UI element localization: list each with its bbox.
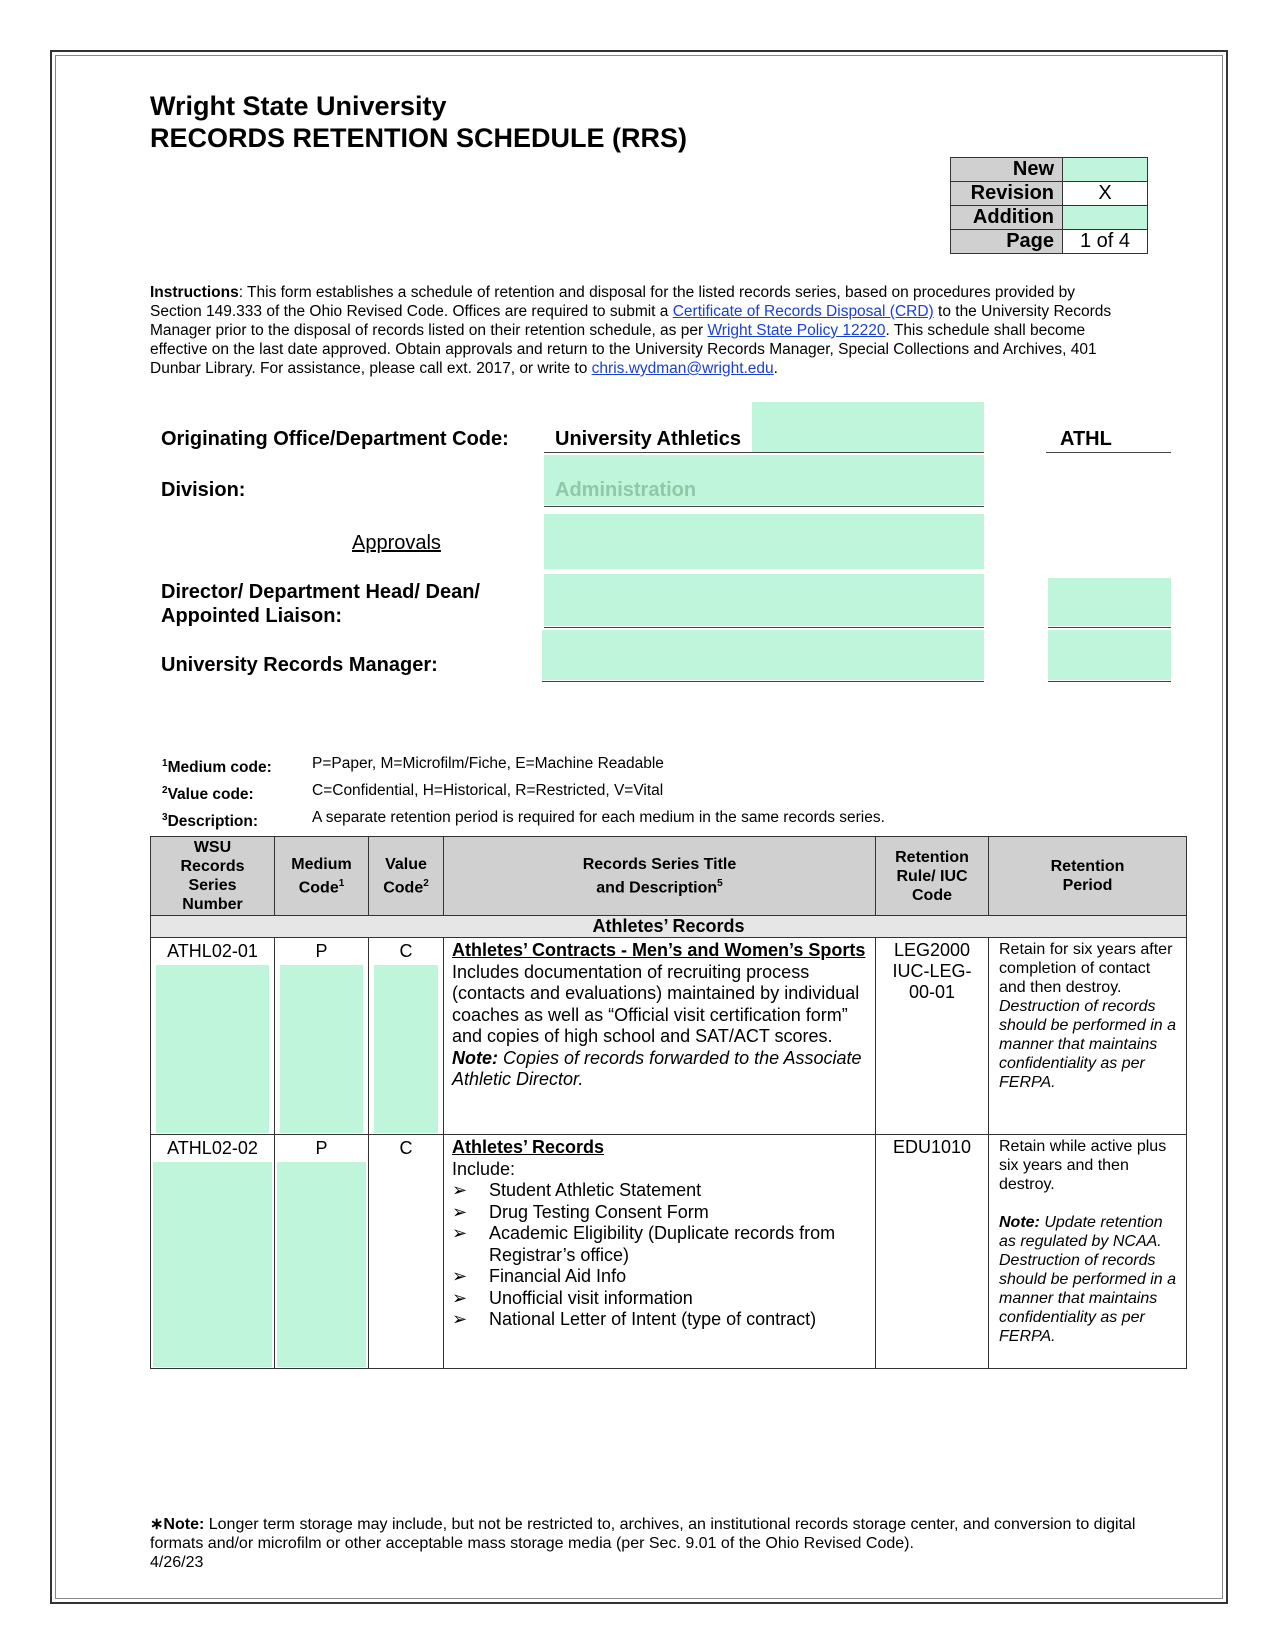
description-cell[interactable] xyxy=(444,938,876,1135)
series-number-cell[interactable] xyxy=(151,938,275,1135)
manager-signature-field[interactable] xyxy=(542,630,984,680)
bullet-arrow-icon: ➢ xyxy=(452,1180,468,1200)
legend-key: Medium code: xyxy=(167,759,272,777)
medium-code-cell[interactable] xyxy=(275,938,369,1135)
instructions-text-1: : This form establishes a schedule of retention and disposal for the listed records series, based on procedures provided by Section 149.333 of the Ohio Revised Code. Offices are required to submit a xyxy=(150,284,1076,320)
list-item: ➢ Unofficial visit information xyxy=(452,1287,693,1308)
manager-date-field[interactable] xyxy=(1048,630,1171,680)
manager-date-underline xyxy=(1048,681,1171,682)
footer-note xyxy=(150,1515,1150,1572)
retention-rule-cell[interactable] xyxy=(876,938,989,1135)
table-row xyxy=(151,1135,1187,1369)
page-label: Page xyxy=(951,230,1063,254)
value-code: C xyxy=(399,1138,413,1158)
include-label: Include: xyxy=(452,1158,516,1179)
retention-period-note: Destruction of records should be performed in a manner that maintains confidentiality as per FERPA. xyxy=(999,998,1176,1091)
new-field[interactable] xyxy=(1063,158,1148,182)
header-medium-code: Medium Code$^1$ xyxy=(275,837,369,916)
legend-value: A separate retention period is required for each medium in the same records series. xyxy=(312,809,885,827)
manager-label: University Records Manager: xyxy=(161,654,438,676)
code-underline xyxy=(1046,452,1171,453)
code-legend xyxy=(162,752,885,833)
director-label-line-1: Director/ Department Head/ Dean/ xyxy=(161,581,480,603)
university-name: Wright State University xyxy=(150,91,447,121)
division-value: Administration xyxy=(555,479,697,501)
director-underline xyxy=(544,627,984,628)
retention-period-cell[interactable] xyxy=(989,1135,1187,1369)
included-records-list xyxy=(452,1180,867,1331)
office-extra-field[interactable] xyxy=(752,402,984,452)
list-item: ➢ Student Athletic Statement xyxy=(452,1180,702,1200)
bullet-arrow-icon: ➢ xyxy=(452,1201,468,1222)
revision-label: Revision xyxy=(951,182,1063,206)
legend-row xyxy=(162,779,885,806)
office-label: Originating Office/Department Code: xyxy=(161,428,509,450)
medium-code-cell[interactable] xyxy=(275,1135,369,1369)
crd-link[interactable]: Certificate of Records Disposal (CRD) xyxy=(672,303,934,320)
email-link[interactable]: chris.wydman@wright.edu xyxy=(591,360,774,377)
note-label: Note: xyxy=(999,1214,1040,1231)
footer-note-label: ∗Note: xyxy=(150,1516,205,1533)
retention-rule: EDU1010 xyxy=(892,1137,972,1157)
section-title: Athletes’ Records xyxy=(151,916,1187,938)
director-label xyxy=(161,580,480,628)
page-number: 1 of 4 xyxy=(1063,230,1148,254)
value-code: C xyxy=(399,941,413,961)
bullet-arrow-icon: ➢ xyxy=(452,1309,468,1329)
list-item: ➢ Drug Testing Consent Form xyxy=(452,1201,709,1222)
instructions-text-3: . This schedule shall become effective on the last date approved. Obtain approvals and return to the University Records Manager, Special Collections and Archives, 401 Dunbar Library. For assistance, please call ext. 2017, or write to xyxy=(150,322,1097,377)
bullet-arrow-icon: ➢ xyxy=(452,1287,468,1308)
department-code[interactable]: ATHL xyxy=(1060,428,1112,450)
footer-date: 4/26/23 xyxy=(150,1554,204,1571)
bullet-arrow-icon: ➢ xyxy=(452,1266,468,1286)
director-date-underline xyxy=(1048,627,1171,628)
page-title xyxy=(150,90,687,154)
office-underline xyxy=(544,452,984,453)
status-box xyxy=(950,157,1148,254)
series-title: Athletes’ Records xyxy=(452,1137,605,1157)
director-signature-field[interactable] xyxy=(544,574,984,626)
retention-rule-cell[interactable] xyxy=(876,1135,989,1369)
header-retention-rule: Retention Rule/ IUC Code xyxy=(876,837,989,916)
series-title: Athletes’ Contracts - Men’s and Women’s Sports xyxy=(452,940,866,960)
legend-key: Value code: xyxy=(167,786,254,804)
legend-row xyxy=(162,752,885,779)
series-number: ATHL02-01 xyxy=(167,941,258,961)
policy-link[interactable]: Wright State Policy 12220 xyxy=(707,322,886,339)
series-note: Copies of records forwarded to the Associate Athletic Director. xyxy=(452,1047,862,1089)
retention-rule: IUC-LEG- xyxy=(892,961,972,981)
legend-row xyxy=(162,806,885,833)
approvals-heading: Approvals xyxy=(352,532,441,554)
header-value-code: Value Code$^2$ xyxy=(369,837,444,916)
legend-sup: 1 xyxy=(162,758,168,769)
description-cell[interactable] xyxy=(444,1135,876,1369)
header-retention-period: Retention Period xyxy=(989,837,1187,916)
instructions-label: Instructions xyxy=(150,284,239,301)
office-value[interactable]: University Athletics xyxy=(555,428,741,450)
instructions-text-2: to the University Records Manager prior to the disposal of records listed on their retention schedule, as per xyxy=(150,303,1112,339)
list-item: ➢ Financial Aid Info xyxy=(452,1266,627,1286)
header-series-number: WSU Records Series Number xyxy=(151,837,275,916)
retention-rule: LEG2000 xyxy=(893,940,971,960)
records-table xyxy=(150,836,1187,1369)
instructions-text-4: . xyxy=(773,360,778,377)
table-row xyxy=(151,938,1187,1135)
addition-field[interactable] xyxy=(1063,206,1148,230)
revision-field[interactable]: X xyxy=(1063,182,1148,206)
retention-period-note: Update retention as regulated by NCAA. Destruction of records should be performed in a manner that maintains confidentiality as per FERPA. xyxy=(999,1214,1176,1345)
note-label: Note: xyxy=(452,1047,498,1068)
bullet-arrow-icon: ➢ xyxy=(452,1223,468,1243)
legend-key: Description: xyxy=(167,813,258,831)
director-label-line-2: Appointed Liaison: xyxy=(161,605,343,627)
instructions-paragraph xyxy=(150,283,1130,378)
series-description: Includes documentation of recruiting process (contacts and evaluations) maintained by individual coaches as well as “Official visit certification form” and copies of high school and SAT/ACT scores. xyxy=(452,961,860,1046)
list-item: ➢ Academic Eligibility (Duplicate records from Registrar’s office) xyxy=(452,1223,836,1265)
legend-sup: 3 xyxy=(162,812,168,824)
retention-period-cell[interactable] xyxy=(989,938,1187,1135)
approvals-field[interactable] xyxy=(544,514,984,569)
table-header-row xyxy=(151,837,1187,916)
header-title-description: Records Series Title and Description$^5$ xyxy=(444,837,876,916)
retention-period: Retain for six years after completion of contact and then destroy. xyxy=(999,941,1173,996)
form-title: RECORDS RETENTION SCHEDULE (RRS) xyxy=(150,123,688,153)
addition-label: Addition xyxy=(951,206,1063,230)
series-number: ATHL02-02 xyxy=(167,1138,258,1158)
division-label: Division: xyxy=(161,479,246,501)
series-number-cell[interactable] xyxy=(151,1135,275,1369)
legend-sup: 2 xyxy=(162,785,168,797)
section-row xyxy=(151,916,1187,938)
medium-code: P xyxy=(315,1138,328,1158)
value-code-cell[interactable] xyxy=(369,938,444,1135)
medium-code: P xyxy=(315,941,328,961)
value-code-cell[interactable] xyxy=(369,1135,444,1369)
retention-period: Retain while active plus six years and then destroy. xyxy=(999,1138,1167,1193)
retention-rule: 00-01 xyxy=(908,982,956,1002)
legend-value: C=Confidential, H=Historical, R=Restricted, V=Vital xyxy=(312,782,664,800)
legend-value: P=Paper, M=Microfilm/Fiche, E=Machine Readable xyxy=(312,755,664,772)
footer-note-text: Longer term storage may include, but not be restricted to, archives, an institutional records storage center, and conversion to digital formats and/or microfilm or other acceptable mass storage media (per Sec. 9.01 of the Ohio Revised Code). xyxy=(150,1516,1136,1552)
director-date-field[interactable] xyxy=(1048,578,1171,626)
manager-underline xyxy=(542,681,984,682)
list-item: ➢ National Letter of Intent (type of contract) xyxy=(452,1309,817,1329)
division-underline xyxy=(544,506,984,507)
new-label: New xyxy=(951,158,1063,182)
